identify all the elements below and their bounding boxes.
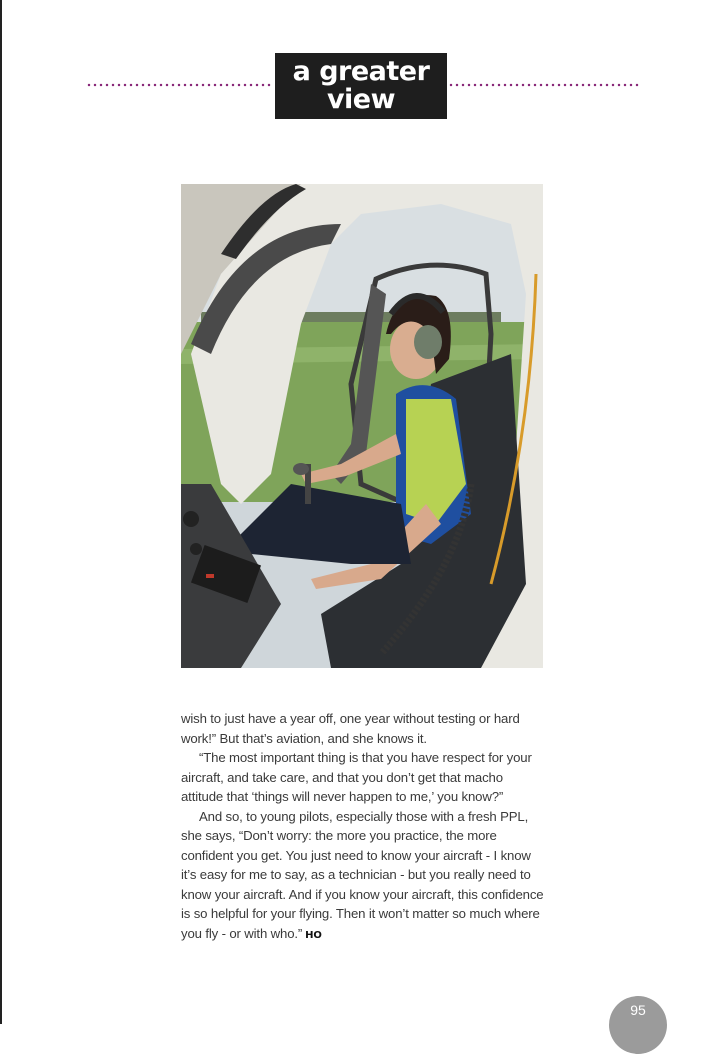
page-edge [0,0,2,1024]
article-paragraph: “The most important thing is that you have respect for your aircraft, and take care, and that you don’t get that macho attitude that ‘things will never happen to me,’ you know?” [181,750,532,804]
end-mark: HO [305,929,322,941]
section-title-line2: view [326,84,396,115]
cockpit-photo-illustration [181,184,543,668]
article-body [181,709,546,945]
dotted-rule-left [86,83,272,87]
dotted-rule-right [448,83,640,87]
article-paragraph-last [181,807,546,946]
article-paragraph-text: And so, to young pilots, especially those with a fresh PPL, she says, “Don’t worry: the more you practice, the more confident you get. You just need to know your aircraft - I know it’s easy for me to say, as a technician - but you really need to know your aircraft. And if you know your aircraft, this confidence is so helpful for your flying. Then it won’t matter so much where you fly - or with who.” [181,808,544,941]
article-paragraph: wish to just have a year off, one year without testing or hard work!” But that’s aviation, and she knows it. [181,711,520,746]
page-number: 95 [630,1002,646,1018]
section-title [275,53,447,119]
cockpit-photo [181,184,543,668]
section-title-line1: a greater [292,56,430,87]
